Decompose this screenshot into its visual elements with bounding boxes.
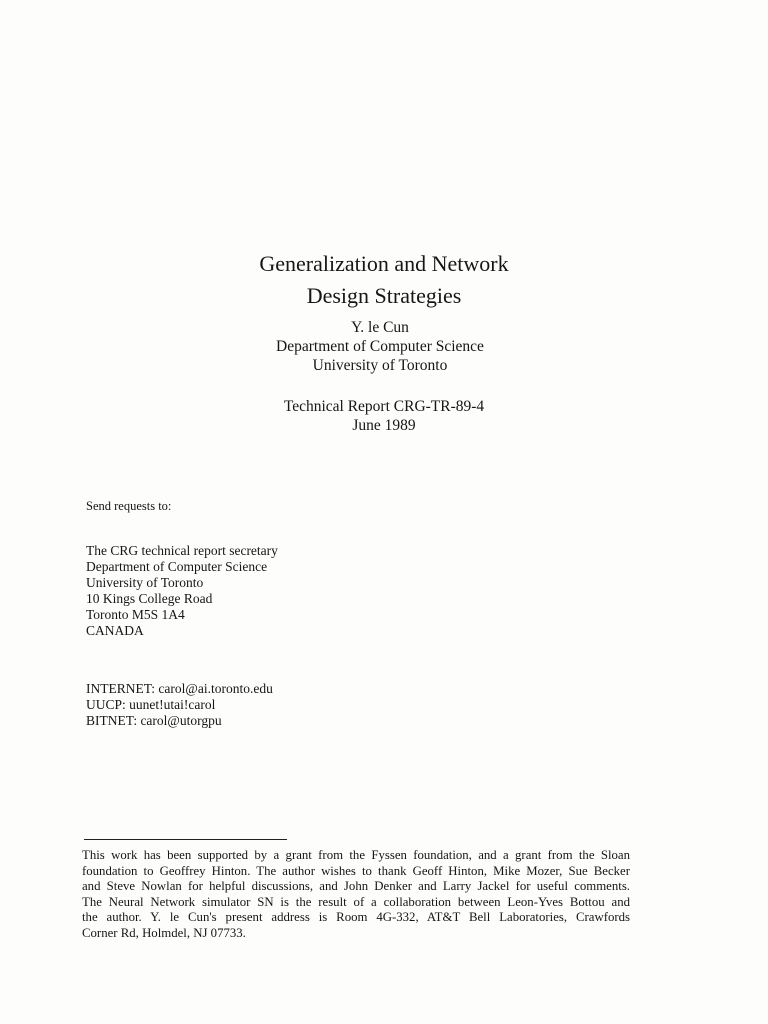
footnote-line: the author. Y. le Cun's present address is Room 4G-332, AT&T Bell Laboratories, Crawfords bbox=[82, 910, 630, 925]
address-line: Department of Computer Science bbox=[86, 559, 268, 574]
address-line: 10 Kings College Road bbox=[86, 591, 213, 606]
footnote-line: Corner Rd, Holmdel, NJ 07733. bbox=[82, 925, 246, 940]
footnote-line: This work has been supported by a grant from the Fyssen foundation, and a grant from the Sloan bbox=[82, 848, 630, 862]
author-department: Department of Computer Science bbox=[276, 338, 484, 355]
paper-title bbox=[0, 248, 768, 312]
footnote-divider bbox=[84, 839, 287, 840]
contact-uucp: UUCP: uunet!utai!carol bbox=[86, 697, 216, 712]
report-date: June 1989 bbox=[352, 417, 416, 434]
mailing-address bbox=[86, 543, 278, 639]
author-block bbox=[0, 318, 760, 375]
title-line-1: Generalization and Network bbox=[259, 251, 509, 276]
footnote-line: and Steve Nowlan for helpful discussions, and John Denker and Larry Jackel for useful comments. bbox=[82, 879, 630, 894]
report-number: Technical Report CRG-TR-89-4 bbox=[283, 398, 485, 415]
report-info bbox=[0, 397, 768, 435]
contact-addresses bbox=[86, 681, 273, 729]
address-line: CANADA bbox=[86, 623, 144, 638]
address-line: University of Toronto bbox=[86, 575, 204, 590]
footnote bbox=[82, 848, 630, 942]
contact-internet: INTERNET: carol@ai.toronto.edu bbox=[86, 681, 273, 696]
footnote-line: The Neural Network simulator SN is the result of a collaboration between Leon-Yves Bottou and bbox=[82, 894, 630, 909]
author-university: University of Toronto bbox=[312, 357, 448, 374]
title-line-2: Design Strategies bbox=[306, 283, 462, 308]
address-line: Toronto M5S 1A4 bbox=[86, 607, 185, 622]
contact-bitnet: BITNET: carol@utorgpu bbox=[86, 713, 222, 728]
address-line: The CRG technical report secretary bbox=[86, 543, 278, 558]
footnote-line: foundation to Geoffrey Hinton. The author wishes to thank Geoff Hinton, Mike Mozer, Sue Becker bbox=[82, 863, 630, 878]
requests-label: Send requests to: bbox=[86, 499, 172, 513]
author-name: Y. le Cun bbox=[351, 319, 409, 336]
